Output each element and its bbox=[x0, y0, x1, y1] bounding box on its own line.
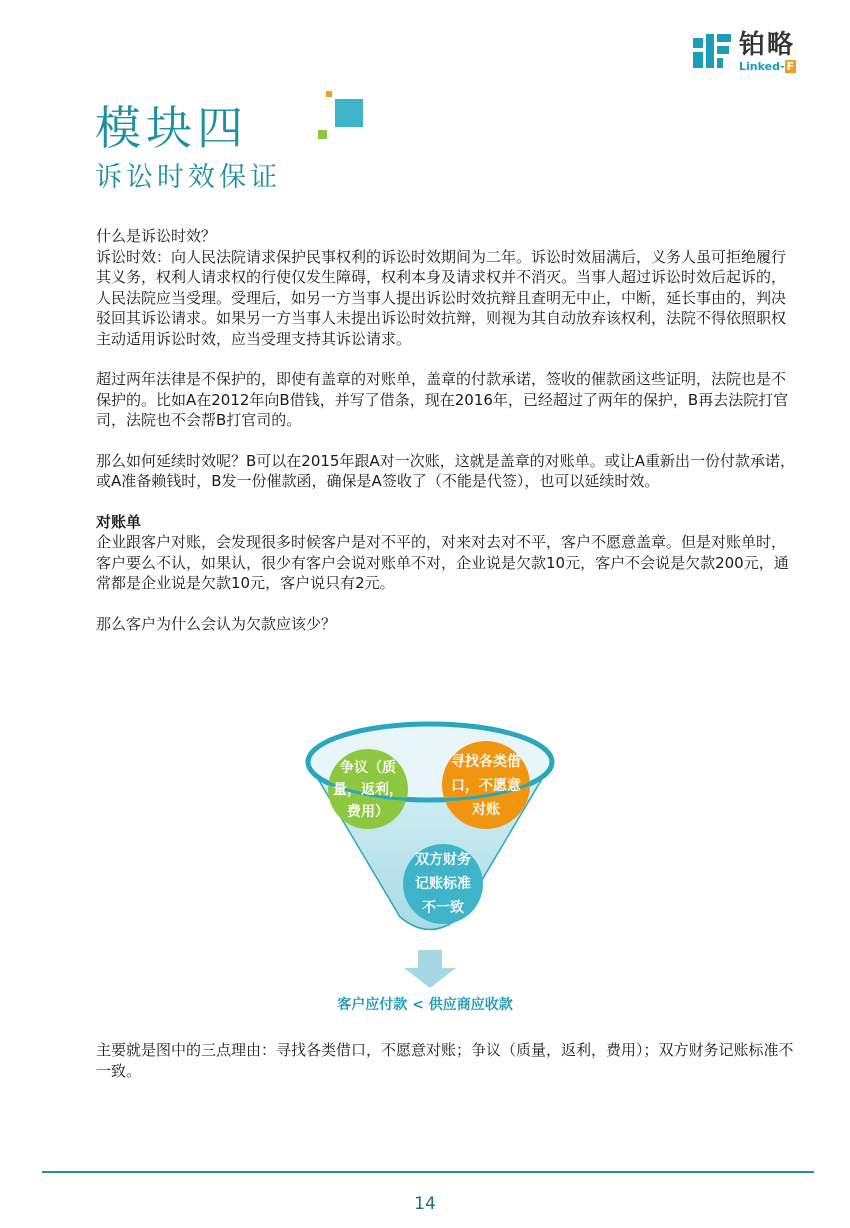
teal-bubble-line-3: 不一致 bbox=[422, 900, 464, 916]
teal-bubble-line-1: 双方财务 bbox=[415, 852, 471, 868]
logo-english-f: F bbox=[786, 60, 795, 73]
decor-square-small-green bbox=[318, 130, 327, 139]
module-title: 模块四 bbox=[95, 101, 248, 155]
decor-square-large-teal bbox=[335, 99, 363, 127]
expiration-paragraph: 超过两年法律是不保护的，即使有盖章的对账单，盖章的付款承诺，签收的催款函这些证明，法院也是不保护的。比如A在2012年向B借钱，并写了借条，现在2016年，已经超过了两年的保护，B再去法院打官司，法院也不会帮B打官司的。 bbox=[96, 370, 789, 429]
orange-bubble-line-1: 寻找各类借 bbox=[451, 754, 521, 770]
statement-heading: 对账单 bbox=[96, 512, 142, 531]
definition-paragraph: 诉讼时效：向人民法院请求保护民事权利的诉讼时效期间为二年。诉讼时效届满后，义务人虽可拒绝履行其义务，权利人请求权的行使仅发生障碍，权利本身及请求权并不消灭。当事人超过诉讼时效后起诉的，人民法院应当受理。受理后，如另一方当事人提出诉讼时效抗辩且查明无中止，中断，延长事由的，判决驳回其诉讼请求。如果另一方当事人未提出诉讼时效抗辩，则视为其自动放弃该权利，法院不得依照职权主动适用诉讼时效，应当受理支持其诉讼请求。 bbox=[96, 247, 787, 348]
linked-f-logo-icon bbox=[693, 32, 731, 70]
orange-bubble-line-3: 对账 bbox=[472, 802, 500, 818]
teal-bubble-line-2: 记账标准 bbox=[415, 876, 471, 892]
conclusion-paragraph: 主要就是图中的三点理由：寻找各类借口，不愿意对账；争议（质量，返利，费用）；双方财务记账标准不一致。 bbox=[96, 1041, 794, 1080]
orange-bubble-line-2: 口，不愿意 bbox=[451, 778, 521, 794]
footer-divider bbox=[42, 1171, 814, 1173]
question-heading: 什么是诉讼时效？ bbox=[96, 227, 217, 245]
logo-english-prefix: Linked- bbox=[739, 60, 785, 73]
green-bubble-line-3: 费用） bbox=[347, 804, 389, 820]
module-subtitle: 诉讼时效保证 bbox=[95, 162, 281, 193]
funnel-diagram bbox=[300, 712, 560, 1022]
statement-paragraph: 企业跟客户对账，会发现很多时候客户是对不平的，对来对去对不平，客户不愿意盖章。但是对账单时，客户要么不认，如果认，很少有客户会说对账单不对，企业说是欠款10元，客户不会说是欠款200元，通常都是企业说是欠款10元，客户说只有2元。 bbox=[96, 533, 789, 592]
green-bubble-line-1: 争议（质 bbox=[340, 760, 396, 776]
why-question: 那么客户为什么会认为欠款应该少？ bbox=[96, 614, 337, 633]
body-content bbox=[96, 226, 796, 634]
logo-english-name bbox=[739, 60, 796, 73]
page-number: 14 bbox=[414, 1194, 436, 1214]
brand-logo bbox=[693, 30, 813, 74]
extension-paragraph: 那么如何延续时效呢？B可以在2015年跟A对一次账，这就是盖章的对账单。或让A重新出一份付款承诺，或A准备赖钱时，B发一份催款函，确保是A签收了（不能是代签），也可以延续时效。 bbox=[96, 451, 795, 490]
diagram-caption: 客户应付款 < 供应商应收款 bbox=[337, 997, 513, 1013]
decor-square-small-orange bbox=[326, 91, 332, 97]
green-bubble-line-2: 量，返利， bbox=[333, 782, 403, 798]
down-arrow-icon bbox=[404, 950, 456, 988]
logo-chinese-name: 铂略 bbox=[739, 30, 796, 60]
